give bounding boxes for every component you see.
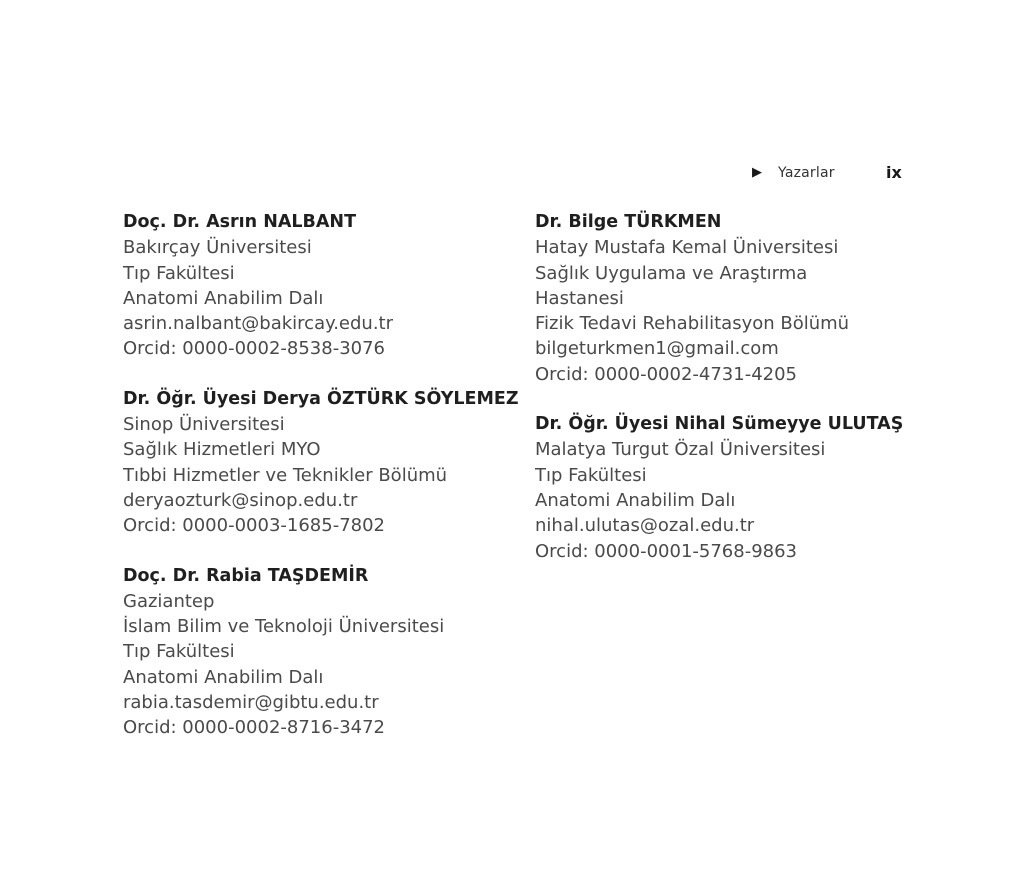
author-affiliation: Anatomi Anabilim Dalı [123,287,324,309]
author-email: asrin.nalbant@bakircay.edu.tr [123,313,394,335]
author-entry [123,564,519,741]
author-orcid: Orcid: 0000-0002-8716-3472 [123,717,386,739]
author-affiliation: Malatya Turgut Özal Üniversitesi [535,439,826,461]
author-orcid: Orcid: 0000-0002-8538-3076 [123,338,386,360]
author-name: Dr. Bilge TÜRKMEN [535,212,722,232]
section-title: Yazarlar [778,165,835,181]
author-orcid: Orcid: 0000-0003-1685-7802 [123,515,386,537]
author-entry [123,387,519,539]
author-orcid: Orcid: 0000-0002-4731-4205 [535,363,798,385]
author-affiliation: Tıp Fakültesi [123,262,235,284]
author-affiliation: İslam Bilim ve Teknoloji Üniversitesi [123,616,445,638]
author-email: deryaozturk@sinop.edu.tr [123,489,358,511]
author-affiliation: Hatay Mustafa Kemal Üniversitesi [535,237,839,259]
author-entry [535,210,903,387]
author-affiliation: Bakırçay Üniversitesi [123,237,312,259]
author-name: Doç. Dr. Asrın NALBANT [123,212,357,232]
author-affiliation: Sağlık Uygulama ve Araştırma [535,262,808,284]
author-name: Doç. Dr. Rabia TAŞDEMİR [123,565,369,586]
author-affiliation: Hastanesi [535,287,624,309]
author-affiliation: Tıbbi Hizmetler ve Teknikler Bölümü [123,464,448,486]
author-name: Dr. Öğr. Üyesi Derya ÖZTÜRK SÖYLEMEZ [123,388,519,409]
author-affiliation: Anatomi Anabilim Dalı [535,489,736,511]
author-orcid: Orcid: 0000-0001-5768-9863 [535,540,798,562]
author-email: nihal.ulutas@ozal.edu.tr [535,515,755,537]
author-affiliation: Gaziantep [123,590,215,612]
author-entry [123,210,519,362]
triangle-right-icon: ▶ [752,165,762,180]
author-affiliation: Fizik Tedavi Rehabilitasyon Bölümü [535,313,850,335]
authors-column-right [535,210,903,589]
author-entry [535,412,903,564]
author-name: Dr. Öğr. Üyesi Nihal Sümeyye ULUTAŞ [535,414,904,435]
author-email: rabia.tasdemir@gibtu.edu.tr [123,692,379,714]
page-number: ix [886,163,902,182]
author-affiliation: Tıp Fakültesi [535,464,647,486]
running-header [750,162,910,186]
author-email: bilgeturkmen1@gmail.com [535,338,779,360]
author-affiliation: Sağlık Hizmetleri MYO [123,439,321,461]
author-affiliation: Tıp Fakültesi [123,641,235,663]
authors-column-left [123,210,519,766]
author-affiliation: Sinop Üniversitesi [123,414,285,436]
author-affiliation: Anatomi Anabilim Dalı [123,666,324,688]
